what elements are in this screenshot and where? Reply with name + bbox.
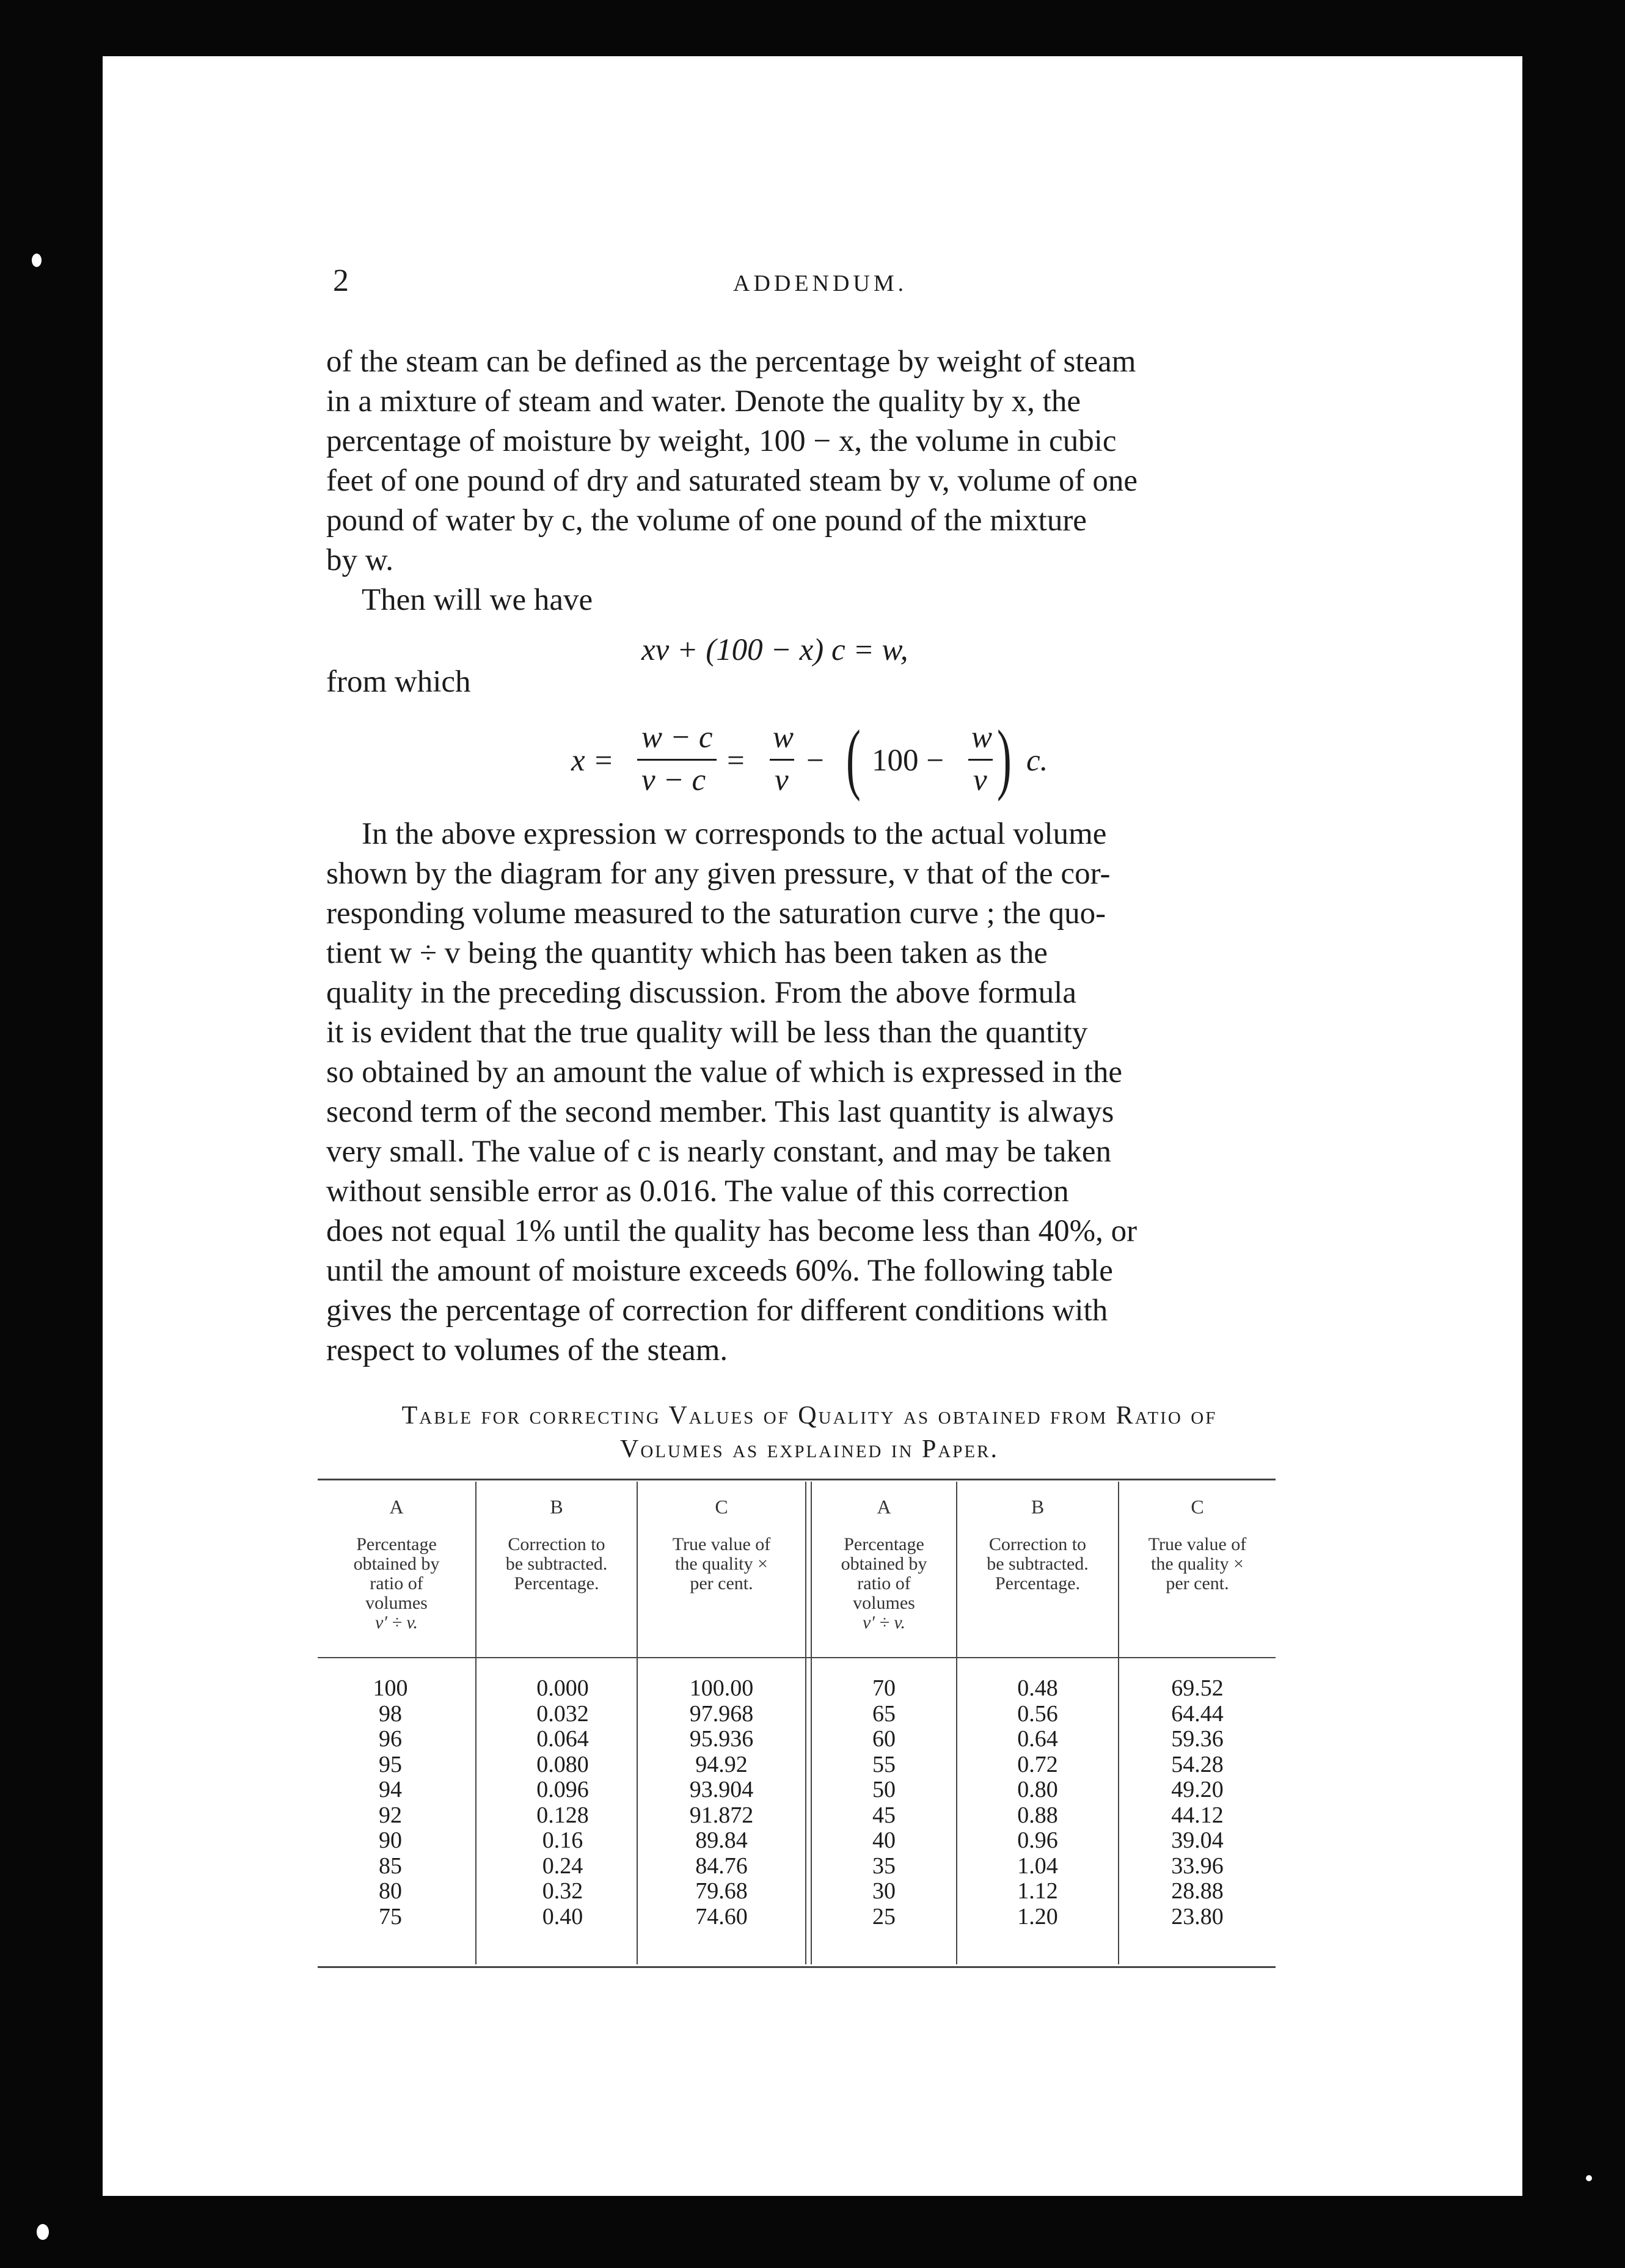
column-header (957, 1535, 1118, 1593)
table-cell: 74.60 (695, 1903, 748, 1930)
fraction-bar (968, 759, 993, 761)
text-line: Then will we have (362, 583, 593, 617)
column-letter: A (389, 1496, 404, 1518)
table-cell: 100 (373, 1675, 408, 1701)
table-cell: 0.96 (1017, 1827, 1058, 1853)
fraction-bar (770, 759, 794, 761)
text-line: feet of one pound of dry and saturated steam by v, volume of one (326, 464, 1138, 498)
scan-border-right (1522, 0, 1625, 2268)
table-cell: 80 (379, 1878, 402, 1904)
scan-speck (32, 254, 42, 267)
column-header (318, 1535, 475, 1633)
text-line: without sensible error as 0.016. The value of this correction (326, 1174, 1069, 1209)
table-header-rule (318, 1657, 1276, 1658)
table-cell: 0.24 (542, 1853, 583, 1879)
eq-paren-open: ( (846, 714, 861, 802)
table-cell: 28.88 (1171, 1878, 1224, 1904)
text-line: quality in the preceding discussion. From the above formula (326, 976, 1076, 1010)
column-header (1119, 1535, 1276, 1593)
table-cell: 64.44 (1171, 1700, 1224, 1727)
data-column (812, 1676, 956, 1930)
header-line: v′ ÷ v. (375, 1612, 418, 1633)
table-cell: 0.064 (536, 1726, 589, 1752)
scan-speck (1586, 2175, 1592, 2181)
eq-hundred: 100 − (872, 744, 944, 778)
header-line: per cent. (690, 1573, 753, 1593)
header-line: be subtracted. (987, 1554, 1089, 1574)
header-line: Percentage (356, 1534, 437, 1554)
table-cell: 0.80 (1017, 1777, 1058, 1802)
text-line: gives the percentage of correction for different conditions with (326, 1293, 1108, 1328)
running-head: ADDENDUM. (733, 271, 908, 296)
column-letter: C (715, 1496, 728, 1518)
table-cell: 0.080 (536, 1751, 589, 1777)
header-line: be subtracted. (505, 1554, 608, 1574)
table-cell: 23.80 (1171, 1903, 1224, 1930)
table-caption-line2: Volumes as explained in Paper. (620, 1435, 999, 1463)
text-line: second term of the second member. This last quantity is always (326, 1095, 1114, 1129)
text-line: shown by the diagram for any given pressure, v that of the cor- (326, 857, 1111, 891)
table-cell: 55 (872, 1751, 896, 1777)
header-line: Percentage. (995, 1573, 1081, 1593)
header-line: Percentage. (514, 1573, 599, 1593)
header-line: volumes (853, 1593, 915, 1613)
header-line: volumes (365, 1593, 428, 1613)
table-cell: 79.68 (695, 1878, 748, 1904)
text-line: In the above expression w corresponds to the actual volume (362, 817, 1107, 851)
column-letter: B (550, 1496, 563, 1518)
eq-frac3-den: v (973, 763, 987, 797)
table-cell: 0.32 (542, 1878, 583, 1904)
table-cell: 0.128 (536, 1802, 589, 1828)
header-line: ratio of (370, 1573, 423, 1593)
text-line: responding volume measured to the saturation curve ; the quo- (326, 896, 1106, 931)
table-cell: 33.96 (1171, 1853, 1224, 1879)
text-line: it is evident that the true quality will be less than the quantity (326, 1015, 1088, 1050)
eq-paren-close: ) (997, 714, 1012, 802)
text-line: of the steam can be defined as the percentage by weight of steam (326, 345, 1136, 379)
fraction-bar (637, 759, 717, 761)
column-header (638, 1535, 805, 1593)
table-cell: 0.032 (536, 1700, 589, 1727)
table-cell: 95.936 (689, 1726, 754, 1752)
table-cell: 0.48 (1017, 1675, 1058, 1701)
text-line: respect to volumes of the steam. (326, 1333, 728, 1367)
table-cell: 1.20 (1017, 1903, 1058, 1930)
header-line: ratio of (857, 1573, 911, 1593)
eq-equals: = (727, 744, 745, 778)
eq-frac2-den: v (775, 763, 789, 797)
table-cell: 0.096 (536, 1777, 589, 1802)
column-header (812, 1535, 956, 1633)
text-line: in a mixture of steam and water. Denote the quality by x, the (326, 384, 1081, 419)
text-line: pound of water by c, the volume of one pound of the mixture (326, 503, 1087, 538)
eq-minus: − (806, 744, 824, 778)
from-which-text: from which (326, 665, 471, 699)
scan-border-top (0, 0, 1625, 56)
table-cell: 70 (872, 1675, 896, 1701)
table-cell: 44.12 (1171, 1802, 1224, 1828)
table-cell: 89.84 (695, 1827, 748, 1853)
page-number: 2 (333, 263, 349, 298)
table-cell: 59.36 (1171, 1726, 1224, 1752)
header-line: v′ ÷ v. (863, 1612, 905, 1633)
header-line: Correction to (508, 1534, 605, 1554)
header-line: the quality × (675, 1554, 768, 1574)
table-cell: 97.968 (689, 1700, 754, 1727)
table-cell: 60 (872, 1726, 896, 1752)
eq-frac1-num: w − c (641, 720, 713, 755)
text-line: until the amount of moisture exceeds 60%. The following table (326, 1254, 1113, 1288)
header-line: Percentage (844, 1534, 924, 1554)
table-cell: 95 (379, 1751, 402, 1777)
text-line: percentage of moisture by weight, 100 − x, the volume in cubic (326, 424, 1117, 458)
header-line: the quality × (1151, 1554, 1244, 1574)
table-cell: 69.52 (1171, 1675, 1224, 1701)
eq-frac1-den: v − c (641, 763, 706, 797)
eq-frac2-num: w (773, 720, 794, 755)
table-cell: 39.04 (1171, 1827, 1224, 1853)
data-column (638, 1676, 805, 1930)
eq-tail: c. (1026, 744, 1048, 778)
table-cell: 84.76 (695, 1853, 748, 1879)
eq-lhs: x = (571, 744, 614, 778)
scan-border-bottom (0, 2196, 1625, 2268)
column-header (477, 1535, 637, 1593)
column-letter: B (1031, 1496, 1045, 1518)
header-line: obtained by (841, 1554, 927, 1574)
data-column (1119, 1676, 1276, 1930)
table-cell: 1.12 (1017, 1878, 1058, 1904)
header-line: per cent. (1166, 1573, 1229, 1593)
table-cell: 0.64 (1017, 1726, 1058, 1752)
paragraph-definition (326, 342, 1285, 620)
header-line: obtained by (353, 1554, 440, 1574)
table-caption: Table for correcting Values of Quality as obtained from Ratio of (401, 1402, 1218, 1430)
data-column (957, 1676, 1118, 1930)
paragraph-discussion (326, 814, 1285, 1370)
table-cell: 90 (379, 1827, 402, 1853)
header-line: True value of (672, 1534, 771, 1554)
text-line: tient w ÷ v being the quantity which has been taken as the (326, 936, 1048, 970)
column-letter: C (1191, 1496, 1204, 1518)
table-cell: 49.20 (1171, 1777, 1224, 1802)
eq-frac3-num: w (971, 720, 993, 755)
table-cell: 0.000 (536, 1675, 589, 1701)
text-line: very small. The value of c is nearly constant, and may be taken (326, 1135, 1111, 1169)
table-cell: 93.904 (689, 1777, 754, 1802)
table-cell: 92 (379, 1802, 402, 1828)
table-cell: 96 (379, 1726, 402, 1752)
table-cell: 50 (872, 1777, 896, 1802)
table-cell: 94 (379, 1777, 402, 1802)
table-cell: 98 (379, 1700, 402, 1727)
table-cell: 30 (872, 1878, 896, 1904)
table-cell: 35 (872, 1853, 896, 1879)
text-line: so obtained by an amount the value of which is expressed in the (326, 1055, 1123, 1089)
table-cell: 0.40 (542, 1903, 583, 1930)
table-cell: 85 (379, 1853, 402, 1879)
table-cell: 0.16 (542, 1827, 583, 1853)
column-letter: A (877, 1496, 891, 1518)
table-cell: 75 (379, 1903, 402, 1930)
table-cell: 54.28 (1171, 1751, 1224, 1777)
table-cell: 65 (872, 1700, 896, 1727)
table-cell: 91.872 (689, 1802, 754, 1828)
table-cell: 0.56 (1017, 1700, 1058, 1727)
table-cell: 1.04 (1017, 1853, 1058, 1879)
table-cell: 45 (872, 1802, 896, 1828)
table-top-rule (318, 1479, 1276, 1480)
scan-speck (37, 2224, 49, 2240)
header-line: True value of (1148, 1534, 1247, 1554)
table-cell: 100.00 (689, 1675, 754, 1701)
data-column (489, 1676, 637, 1930)
table-cell: 0.88 (1017, 1802, 1058, 1828)
table-cell: 40 (872, 1827, 896, 1853)
column-divider (805, 1482, 806, 1964)
table-cell: 94.92 (695, 1751, 748, 1777)
header-line: Correction to (988, 1534, 1087, 1554)
equation-volume: xv + (100 − x) c = w, (641, 633, 908, 667)
scan-border-left (0, 0, 103, 2268)
table-cell: 25 (872, 1903, 896, 1930)
table-cell: 0.72 (1017, 1751, 1058, 1777)
table-bottom-rule (318, 1966, 1276, 1968)
text-line: by w. (326, 543, 394, 577)
text-line: does not equal 1% until the quality has become less than 40%, or (326, 1214, 1138, 1248)
data-column (318, 1676, 463, 1930)
